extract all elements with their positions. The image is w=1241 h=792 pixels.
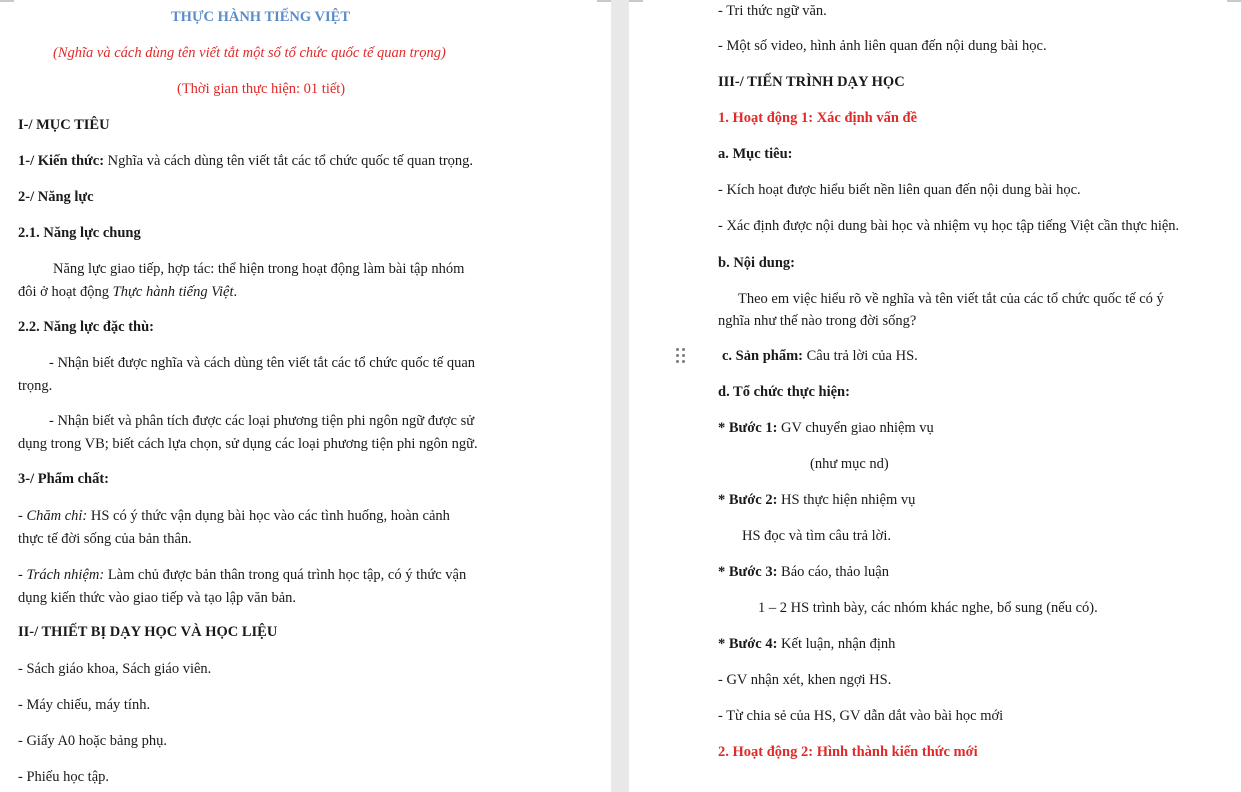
section-heading-objectives: I-/ MỤC TIÊU <box>18 117 110 133</box>
step-1-note: (như mục nd) <box>810 456 889 472</box>
document-subtitle: (Nghĩa và cách dùng tên viết tắt một số tổ chức quốc tế quan trọng) <box>53 45 446 61</box>
equipment-item: - Máy chiếu, máy tính. <box>18 697 151 713</box>
text-run: . <box>233 284 238 300</box>
content-label: b. Nội dung: <box>718 255 795 271</box>
specific-bullet-2-line-2: dụng trong VB; biết cách lựa chọn, sử dụng các loại phương tiện phi ngôn ngữ. <box>18 436 478 452</box>
content-line-2: nghĩa như thế nào trong đời sống? <box>718 313 917 329</box>
text-run: HS thực hiện nhiệm vụ <box>777 492 916 508</box>
goal-label: a. Mục tiêu: <box>718 146 793 162</box>
drag-handle-icon[interactable] <box>676 348 688 366</box>
conclusion-item: - GV nhận xét, khen ngợi HS. <box>718 672 892 688</box>
general-competence-line-2 <box>18 284 237 301</box>
responsible-line-1 <box>18 567 466 584</box>
specific-bullet-2-line-1: - Nhận biết và phân tích được các loại phương tiện phi ngôn ngữ được sử <box>49 413 475 429</box>
step-4-line <box>718 636 895 653</box>
step-2-note: HS đọc và tìm câu trả lời. <box>742 528 892 544</box>
text-run: đôi ở hoạt động <box>18 284 113 300</box>
knowledge-text: Nghĩa và cách dùng tên viết tắt các tổ chức quốc tế quan trọng. <box>104 153 474 169</box>
responsible-line-2: dụng kiến thức vào giao tiếp và tạo lập văn bản. <box>18 590 297 606</box>
equipment-item: - Giấy A0 hoặc bảng phụ. <box>18 733 167 749</box>
knowledge-line <box>18 153 473 170</box>
knowledge-label: 1-/ Kiến thức: <box>18 153 105 169</box>
bold-run: * Bước 2: <box>718 492 778 508</box>
text-run: Báo cáo, thảo luận <box>777 564 889 580</box>
bold-run: c. Sản phẩm: <box>722 348 803 364</box>
step-3-line <box>718 564 889 581</box>
italic-run: - Chăm chỉ: <box>18 508 88 524</box>
text-run: Câu trả lời của HS. <box>802 348 918 364</box>
text-run: GV chuyển giao nhiệm vụ <box>777 420 934 436</box>
section-heading-equipment: II-/ THIẾT BỊ DẠY HỌC VÀ HỌC LIỆU <box>18 624 278 640</box>
document-page-right <box>629 0 1241 792</box>
equipment-item: - Sách giáo khoa, Sách giáo viên. <box>18 661 212 677</box>
organize-label: d. Tổ chức thực hiện: <box>718 384 850 400</box>
goal-item: - Kích hoạt được hiểu biết nền liên quan đến nội dung bài học. <box>718 182 1081 198</box>
general-competence-heading: 2.1. Năng lực chung <box>18 225 141 241</box>
specific-bullet-1-line-1: - Nhận biết được nghĩa và cách dùng tên viết tắt các tổ chức quốc tế quan <box>49 355 476 371</box>
diligent-line-2: thực tế đời sống của bản thân. <box>18 531 192 547</box>
text-run: Làm chủ được bản thân trong quá trình học tập, có ý thức vận <box>104 567 467 583</box>
goal-item: - Xác định được nội dung bài học và nhiệm vụ học tập tiếng Việt cần thực hiện. <box>718 218 1180 234</box>
page-corner-mark <box>0 0 14 2</box>
step-3-note: 1 – 2 HS trình bày, các nhóm khác nghe, bổ sung (nếu có). <box>758 600 1098 616</box>
text-run: HS có ý thức vận dụng bài học vào các tình huống, hoàn cảnh <box>87 508 450 524</box>
page-corner-mark <box>1227 0 1241 2</box>
bold-run: * Bước 3: <box>718 564 778 580</box>
product-line <box>722 348 918 365</box>
equipment-item: - Tri thức ngữ văn. <box>718 3 827 19</box>
italic-run: - Trách nhiệm: <box>18 567 105 583</box>
specific-competence-heading: 2.2. Năng lực đặc thù: <box>18 319 154 335</box>
document-title: THỰC HÀNH TIẾNG VIỆT <box>171 9 351 25</box>
section-heading-process: III-/ TIẾN TRÌNH DẠY HỌC <box>718 74 905 90</box>
general-competence-line-1: Năng lực giao tiếp, hợp tác: thể hiện trong hoạt động làm bài tập nhóm <box>53 261 465 277</box>
activity-1-heading: 1. Hoạt động 1: Xác định vấn đề <box>718 110 918 126</box>
content-line-1: Theo em việc hiểu rõ về nghĩa và tên viết tắt của các tổ chức quốc tế có ý <box>738 291 1164 307</box>
document-page-left <box>0 0 611 792</box>
text-run: Kết luận, nhận định <box>777 636 896 652</box>
page-corner-mark <box>629 0 643 2</box>
bold-run: * Bước 1: <box>718 420 778 436</box>
equipment-item: - Phiếu học tập. <box>18 769 110 785</box>
bold-run: * Bước 4: <box>718 636 778 652</box>
step-2-line <box>718 492 915 509</box>
competence-heading: 2-/ Năng lực <box>18 189 94 205</box>
specific-bullet-1-line-2: trọng. <box>18 378 53 394</box>
diligent-line-1 <box>18 508 450 525</box>
activity-2-heading: 2. Hoạt động 2: Hình thành kiến thức mới <box>718 744 978 760</box>
duration-line: (Thời gian thực hiện: 01 tiết) <box>177 81 346 97</box>
italic-run: Thực hành tiếng Việt <box>112 284 234 300</box>
conclusion-item: - Từ chia sẻ của HS, GV dẫn dắt vào bài học mới <box>718 708 1004 724</box>
step-1-line <box>718 420 934 437</box>
quality-heading: 3-/ Phẩm chất: <box>18 471 110 487</box>
page-corner-mark <box>597 0 611 2</box>
equipment-item: - Một số video, hình ảnh liên quan đến nội dung bài học. <box>718 38 1047 54</box>
